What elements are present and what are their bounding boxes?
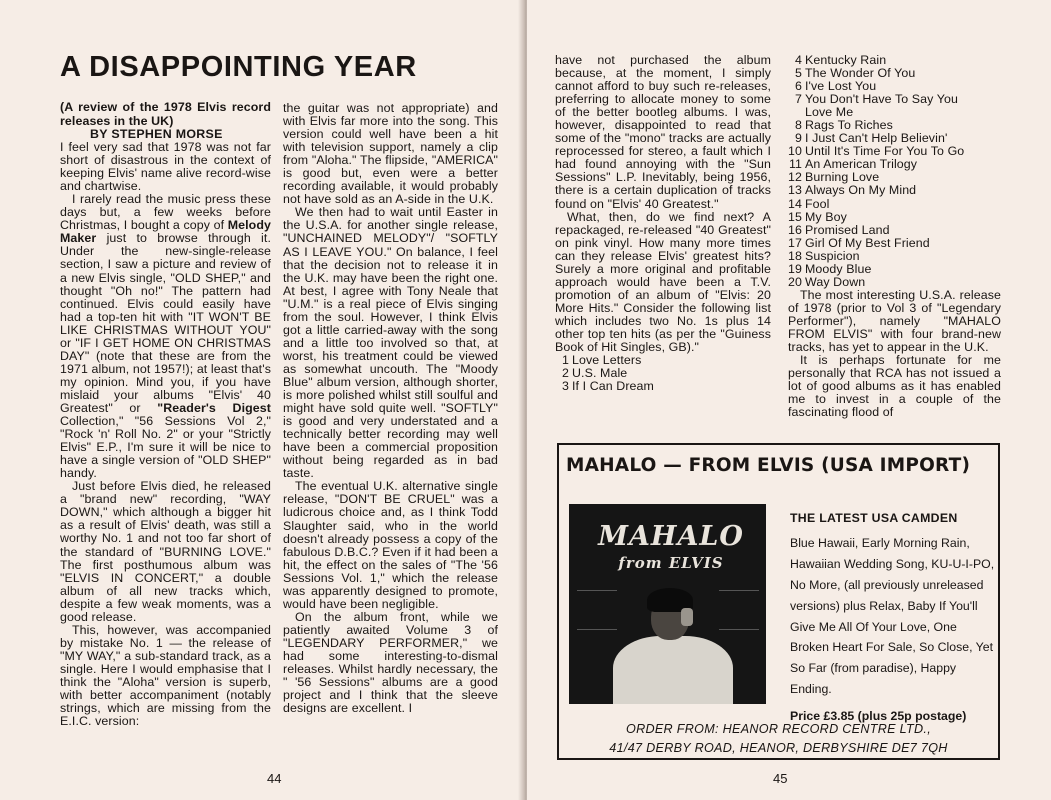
track-title: Girl Of My Best Friend [805, 235, 930, 250]
track-title: Promised Land [805, 222, 890, 237]
track-title: Suspicion [805, 248, 860, 263]
track-number: 11 [788, 157, 802, 172]
album-cover-image [569, 504, 766, 704]
paragraph: I feel very sad that 1978 was not far short of disastrous in the context of keeping Elvis' name alive record-wise and chartwise. [60, 140, 271, 194]
track-number: 8 [795, 118, 802, 133]
track-title: U.S. Male [572, 366, 628, 381]
microphone-icon [681, 608, 693, 626]
article-byline: BY STEPHEN MORSE [90, 127, 223, 141]
track-number: 9 [795, 131, 802, 146]
track-number: 16 [788, 222, 802, 237]
ad-header: MAHALO — FROM ELVIS (USA IMPORT) [566, 455, 971, 476]
paragraph: I rarely read the music press these days but, a few weeks before Christmas, I bought a copy of Melody Maker just to browse through it. Under the new-single-release section, I saw a picture and review of a new Elvis single, "OLD SHEP," and thought "Oh no!" The pattern had continued. Elvis could easily have had a top-ten hit with "IT WON'T BE LIKE CHRISTMAS WITHOUT YOU" or "IF I GET HOME ON CHRISTMAS DAY" (note that these are from the 1971 album, not 1957!); at least that's my opinion. Mind you, if you have mislaid your albums "Elvis' 40 Greatest" or "Reader's Digest Collection," "56 Sessions Vol 2," "Rock 'n' Roll No. 2" or your "Strictly Elvis" E.P., I'm sure it will be nice to have a single version of "OLD SHEP" handy. [60, 192, 271, 481]
paragraph: What, then, do we find next? A repackaged, re-released "40 Greatest" on pink vinyl. How many more times can they release Elvis' greatest hits? Surely a more original and profitable approach would have been a T.V. promotion of an album of "Elvis: 20 More Hits." Consider the following list which includes two No. 1s plus 14 other top ten hits (as per the "Guiness Book of Hit Singles, GB)." [555, 209, 771, 355]
left-page [0, 0, 524, 800]
paragraph: have not purchased the album because, at the moment, I simply cannot afford to buy such re-releases, preferring to allocate money to some of the better bootleg albums. I was, however, disappointed to read that some of the "mono" tracks are actually reprocessed for stereo, a fault which I had found annoying with the "Sun Sessions" L.P. Inevitably, being 1956, there is a certain duplication of tracks found on "Elvis' 40 Greatest." [555, 53, 771, 211]
track-title: Burning Love [805, 170, 880, 185]
paragraph: The most interesting U.S.A. release of 1978 (prior to Vol 3 of "Legendary Performer"), namely "MAHALO FROM ELVIS" with four brand-new tracks, has yet to appear in the U.K. [788, 287, 1001, 355]
paragraph: It is perhaps fortunate for me personally that RCA has not issued a lot of good albums as it has enabled me to invest in a couple of the fascinating flood of [788, 353, 1001, 420]
elvis-figure [613, 636, 733, 704]
track-number: 10 [788, 144, 802, 159]
track-title: Love Letters [572, 353, 642, 368]
track-number: 15 [788, 209, 802, 224]
paragraph: Just before Elvis died, he released a "brand new" recording, "WAY DOWN," which although a bigger hit as a result of Elvis' death, was still a worthy No. 1 and not too far short of the standard of "BURNING LOVE." The first posthumous album was "ELVIS IN CONCERT," a double album of all new tracks which, despite a few weak moments, was a good release. [60, 479, 271, 624]
track-number: 4 [795, 53, 802, 67]
right-column-2 [788, 54, 1001, 419]
track-title: An American Trilogy [805, 157, 918, 172]
ad-song-list: Blue Hawaii, Early Morning Rain, Hawaiian Wedding Song, KU-U-I-PO, No More, (all previously unreleased versions) plus Relax, Baby If You'll Give Me All Of Your Love, One Broken Heart For Sale, So Close, Yet So Far (from paradise), Happy Ending. [790, 535, 995, 697]
article-subtitle: (A review of the 1978 Elvis record releases in the UK) [60, 100, 271, 128]
paragraph: The eventual U.K. alternative single release, "DON'T BE CRUEL" was a ludicrous choice and, as I think Todd Slaughter said, who in the world doesn't already possess a copy of the fabulous D.B.C.? Even if it had been a hit, the effect on the sales of "The '56 Sessions Vol. 1," which the release was apparently designed to promote, would have been negligible. [283, 479, 498, 611]
track-number: 2 [562, 366, 569, 381]
track-title: I've Lost You [805, 79, 877, 94]
track-list [555, 354, 771, 393]
track-number: 5 [795, 66, 802, 81]
article-title: A DISAPPOINTING YEAR [60, 51, 417, 83]
ad-order-info: ORDER FROM: HEANOR RECORD CENTRE LTD., 41/47 DERBY ROAD, HEANOR, DERBYSHIRE DE7 7QH [609, 722, 948, 755]
track-number: 1 [562, 353, 569, 368]
track-title: Fool [805, 196, 830, 211]
track-number: 14 [788, 196, 802, 211]
track-title: If I Can Dream [572, 379, 654, 394]
paragraph: On the album front, while we patiently awaited Volume 3 of "LEGENDARY PERFORMER," we had some interesting-to-dismal releases. Whilst hardly necessary, the " '56 Sessions" albums are a good project and I think that the sleeve designs are excellent. I [283, 609, 498, 716]
track-number: 18 [788, 248, 802, 263]
album-cover-title: MAHALO from ELVIS [598, 521, 744, 572]
page-number: 44 [267, 771, 282, 786]
paragraph: the guitar was not appropriate) and with Elvis far more into the song. This version could well have been a hit with television support, namely a clip from "Aloha." The flipside, "AMERICA" is good but, even were a better recording available, it would probably not have sold as an A-side in the U.K. [283, 101, 498, 207]
track-title: The Wonder Of You [805, 66, 916, 81]
paragraph: This, however, was accompanied by mistake No. 1 — the release of "MY WAY," a sub-standard track, as a single. Here I would emphasise that I think the "Aloha" version is superb, with better accompaniment (notably strings, which are missing from the E.I.C. version: [60, 622, 271, 729]
track-title: Moody Blue [805, 261, 872, 276]
cover-track-text [719, 590, 759, 630]
track-list [788, 54, 1001, 289]
track-title: Kentucky Rain [805, 53, 887, 67]
right-column-1 [555, 54, 771, 393]
track-item [788, 276, 1001, 289]
track-title: Rags To Riches [805, 118, 893, 133]
track-number: 6 [795, 79, 802, 94]
track-title: I Just Can't Help Believin' [805, 131, 948, 146]
ad-price: Price £3.85 (plus 25p postage) [790, 709, 967, 724]
track-number: 7 [795, 92, 802, 107]
track-number: 19 [788, 261, 802, 276]
track-title: My Boy [805, 209, 847, 224]
ad-subheading: THE LATEST USA CAMDEN [790, 511, 958, 525]
track-item [555, 380, 771, 393]
advertisement [557, 443, 1000, 760]
track-title: Love Me [805, 105, 854, 120]
cover-track-text [577, 590, 617, 630]
track-title: Always On My Mind [805, 183, 917, 198]
track-title: You Don't Have To Say You [805, 92, 958, 107]
track-number: 20 [788, 274, 802, 289]
track-number: 17 [788, 235, 802, 250]
track-title: Way Down [805, 274, 866, 289]
track-number: 13 [788, 183, 802, 198]
left-column-2 [283, 102, 498, 715]
paragraph: We then had to wait until Easter in the U.S.A. for another single release, "UNCHAINED MELODY"/ "SOFTLY AS I LEAVE YOU." On balance, I feel that the decision not to release it in the U.K. may have been the right one. At best, I agree with Tony Neale that "U.M." is a real piece of Elvis singing from the soul. However, I think Elvis got a little carried-away with the song and a little too involved so that, at worst, his treatment could be viewed as somewhat uncouth. The "Moody Blue" album version, although shorter, is more polished whilst still soulful and might have sold quite well. "SOFTLY" is good and very understated and a technically better recording may well have been a commercial proposition without being regarded as in bad taste. [283, 205, 498, 481]
track-number: 3 [562, 379, 569, 394]
track-title: Until It's Time For You To Go [805, 144, 965, 159]
page-number: 45 [773, 771, 788, 786]
track-number: 12 [788, 170, 802, 185]
ad-description [790, 508, 996, 727]
left-column-1 [60, 101, 271, 728]
